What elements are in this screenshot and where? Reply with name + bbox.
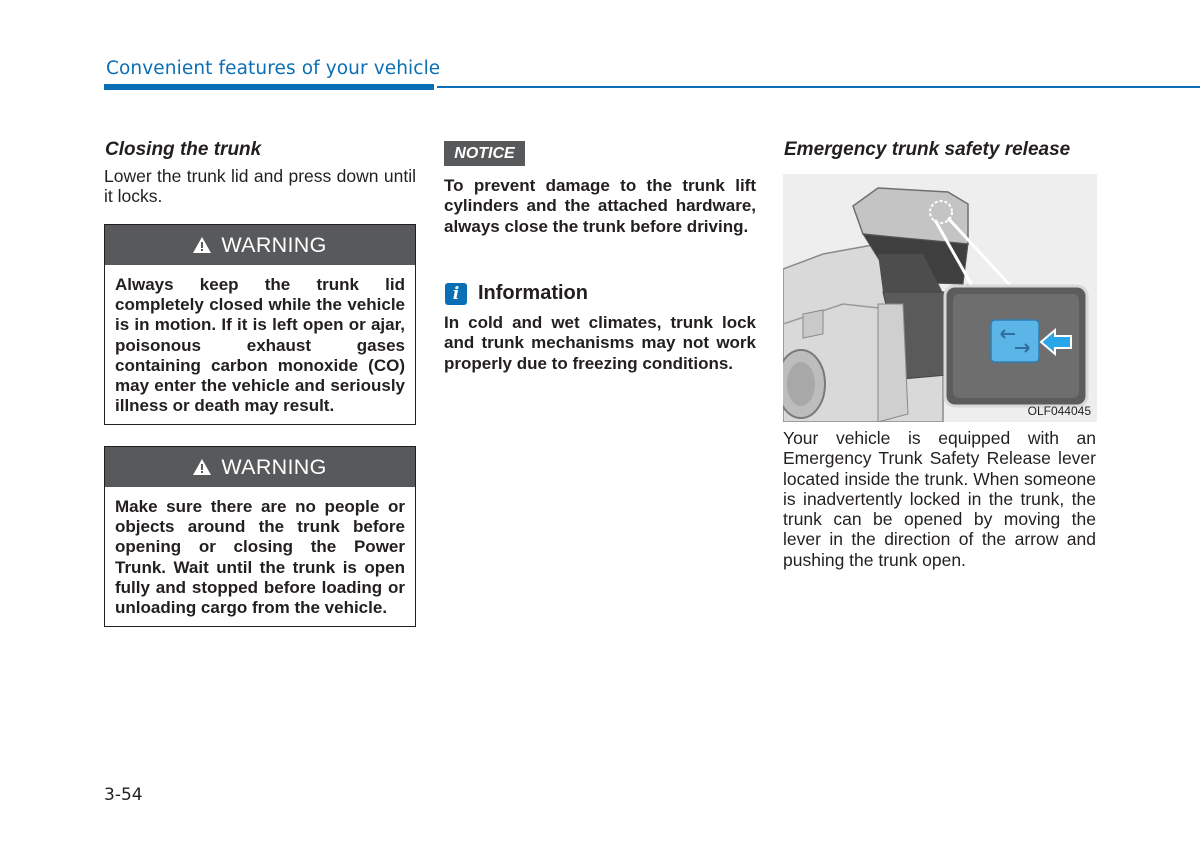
notice-text: To prevent damage to the trunk lift cylinders and the attached hardware, always close the trunk before driving. <box>444 176 756 236</box>
warning-text: Make sure there are no people or objects around the trunk before opening or closing the Power Trunk. Wait until the trunk is open fully and stopped before loading or unloading cargo from the vehicle. <box>115 497 405 618</box>
warning-triangle-icon <box>193 237 211 253</box>
closing-trunk-title: Closing the trunk <box>105 139 262 160</box>
information-heading <box>445 282 588 305</box>
warning-triangle-icon <box>193 459 211 475</box>
figure-code: OLF044045 <box>1027 404 1091 418</box>
closing-trunk-body: Lower the trunk lid and press down until it locks. <box>104 166 416 207</box>
warning-label: WARNING <box>221 232 327 257</box>
notice-badge: NOTICE <box>444 141 525 166</box>
warning-header <box>105 447 415 487</box>
trunk-release-illustration <box>783 174 1097 422</box>
page-number: 3-54 <box>104 785 143 805</box>
header-title: Convenient features of your vehicle <box>106 58 441 79</box>
warning-box-2 <box>104 446 416 627</box>
header-rule-thick <box>104 84 434 90</box>
warning-box-1 <box>104 224 416 425</box>
warning-text: Always keep the trunk lid completely closed while the vehicle is in motion. If it is left open or ajar, poisonous exhaust gases containing carbon monoxide (CO) may enter the vehicle and seriously illness or death may result. <box>115 275 405 416</box>
information-icon: i <box>445 283 467 305</box>
information-text: In cold and wet climates, trunk lock and trunk mechanisms may not work properly due to freezing conditions. <box>444 313 756 373</box>
car-trunk-drawing <box>783 174 1097 422</box>
emergency-release-title: Emergency trunk safety release <box>784 139 1071 160</box>
warning-header <box>105 225 415 265</box>
header-rule-thin <box>437 86 1200 88</box>
emergency-release-body: Your vehicle is equipped with an Emergency Trunk Safety Release lever located inside the trunk. When someone is inadvertently locked in the trunk, the trunk can be opened by moving the lever in the direction of the arrow and pushing the trunk open. <box>783 428 1096 570</box>
warning-label: WARNING <box>221 454 327 479</box>
information-label: Information <box>478 282 588 304</box>
